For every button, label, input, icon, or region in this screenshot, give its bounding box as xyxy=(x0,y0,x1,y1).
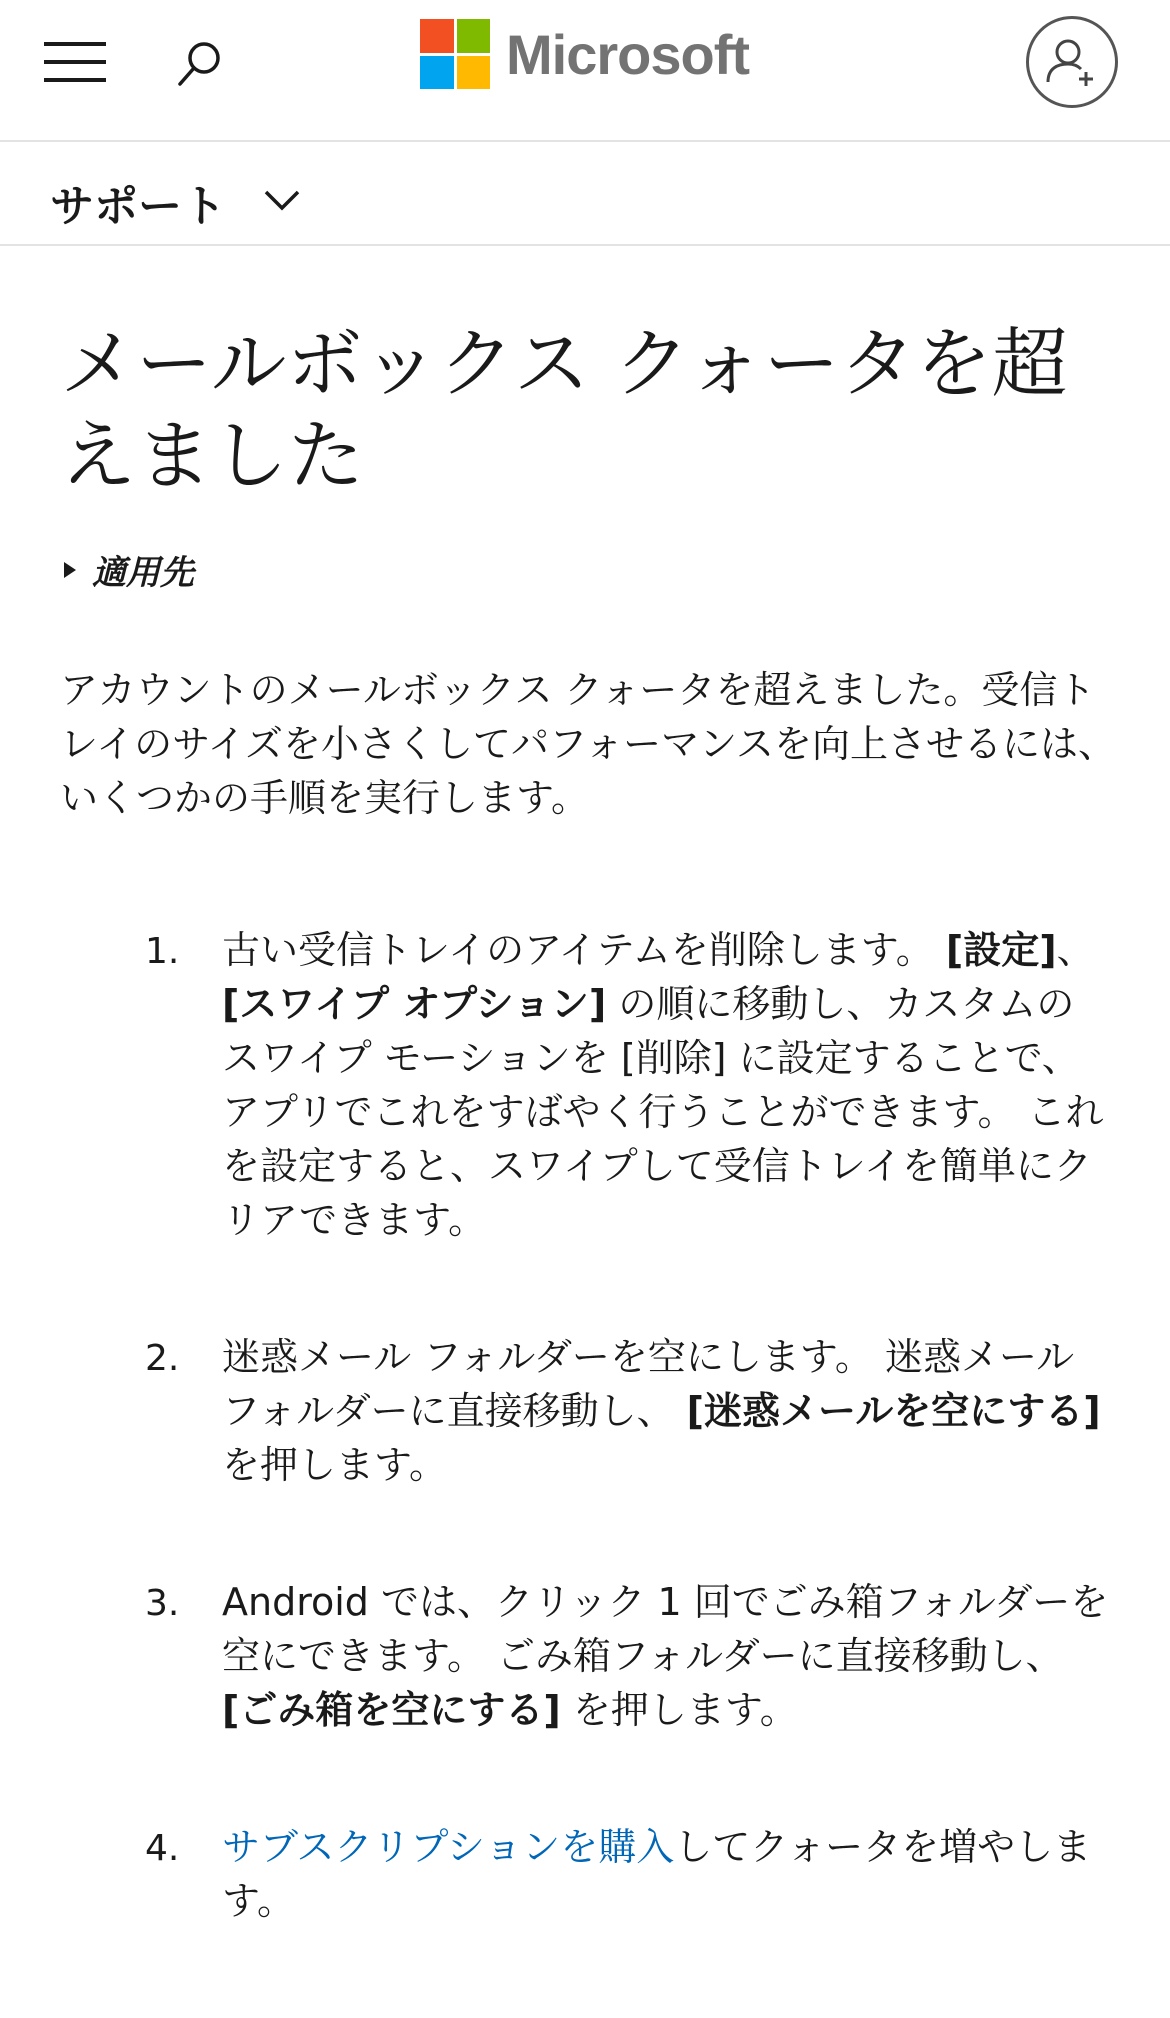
step-text-segment: 迷惑メール フォルダーを空にします。 迷惑メール フォルダーに直接移動し、 xyxy=(222,1335,1075,1433)
step-text-segment: を押します。 xyxy=(222,1443,447,1487)
microsoft-logo-icon xyxy=(420,19,490,89)
step-ui-label: [ごみ箱を空にする] xyxy=(222,1688,561,1732)
account-add-icon[interactable] xyxy=(1026,16,1118,108)
step-number: 4. xyxy=(145,1828,180,1869)
step-text-segment: の順に移動し、カスタムのスワイプ モーションを [削除] に設定することで、アプリでこれをすばやく行うことができます。 これを設定すると、スワイプして受信トレイを簡単にクリアできます。 xyxy=(222,982,1104,1242)
site-header xyxy=(0,0,1170,142)
step-ui-label: [設定] xyxy=(945,928,1057,972)
chevron-down-icon[interactable] xyxy=(262,186,302,214)
intro-paragraph: アカウントのメールボックス クォータを超えました。受信トレイのサイズを小さくしてパフォーマンスを向上させるには、いくつかの手順を実行します。 xyxy=(60,668,1117,820)
step-text-segment: 古い受信トレイのアイテムを削除します。 xyxy=(222,928,946,972)
step-ui-label: [迷惑メールを空にする] xyxy=(686,1389,1101,1433)
applies-to-toggle[interactable] xyxy=(64,545,194,594)
step-text-segment: 、 xyxy=(1056,928,1095,972)
logo-text: Microsoft xyxy=(506,22,749,86)
step-text-segment: してクォータを増やします。 xyxy=(222,1825,1092,1923)
step-ui-label: [スワイプ オプション] xyxy=(222,982,607,1026)
page-title: メールボックス クォータを超えました xyxy=(60,319,1068,500)
applies-to-label: 適用先 xyxy=(92,553,194,593)
buy-subscription-link[interactable]: サブスクリプションを購入 xyxy=(222,1825,675,1869)
microsoft-logo[interactable] xyxy=(420,18,749,90)
step-text xyxy=(222,1330,1112,1492)
step-text xyxy=(222,1575,1112,1737)
step-text xyxy=(222,923,1112,1247)
step-text xyxy=(222,1820,1112,1928)
step-text-segment: を押します。 xyxy=(560,1688,798,1732)
step-text-segment: Android では、クリック 1 回でごみ箱フォルダーを空にできます。 ごみ箱フォルダーに直接移動し、 xyxy=(222,1580,1109,1678)
step-number: 2. xyxy=(145,1338,180,1379)
search-icon[interactable] xyxy=(172,36,228,92)
menu-icon[interactable] xyxy=(44,42,106,82)
step-number: 3. xyxy=(145,1583,180,1624)
support-label: サポート xyxy=(50,181,226,232)
triangle-right-icon xyxy=(64,562,76,578)
step-number: 1. xyxy=(145,931,180,972)
support-subnav[interactable] xyxy=(0,142,1170,246)
